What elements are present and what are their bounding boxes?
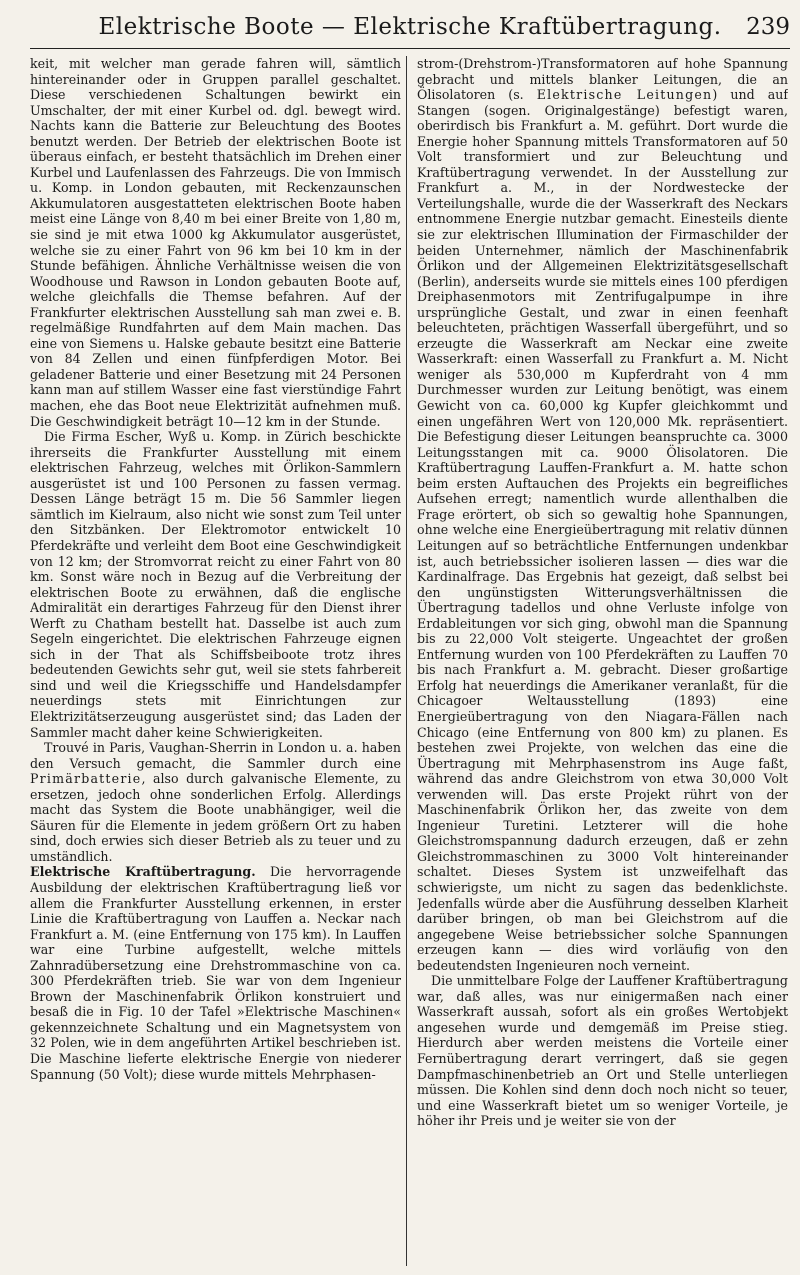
paragraph: Die unmittelbare Folge der Lauffener Kraftübertragung war, daß alles, was nur einigermaßen nach einer Wasserkraft aussah, sofort als ein großes Wertobjekt angesehen wurde und demgemäß im Preise stieg. Hierdurch aber werden meistens die Vorteile einer Fernübertragung derart verringert, daß sie gegen Dampfmaschinenbetrieb an Ort und Stelle unterliegen müssen. Die Kohlen sind denn doch noch nicht so teuer, und eine Wasserkraft bietet um so weniger Vorteile, je höher ihr Preis und je weiter sie von der bbox=[417, 973, 788, 1129]
paragraph: Die Firma Escher, Wyß u. Komp. in Zürich beschickte ihrerseits die Frankfurter Ausstellung mit einem elektrischen Fahrzeug, welches mit Örlikon-Sammlern ausgerüstet ist und 100 Personen zu fassen vermag. Dessen Länge beträgt 15 m. Die 56 Sammler liegen sämtlich im Kielraum, also nicht wie sonst zum Teil unter den Sitzbänken. Der Elektromotor entwickelt 10 Pferdekräfte und verleiht dem Boot eine Geschwindigkeit von 12 km; der Stromvorrat reicht zu einer Fahrt von 80 km. Sonst wäre noch in Bezug auf die Verbreitung der elektrischen Boote zu erwähnen, daß die englische Admiralität ein derartiges Fahrzeug für den Dienst ihrer Werft zu Chatham bestellt hat. Dasselbe ist auch zum Segeln eingerichtet. Die elektrischen Fahrzeuge eignen sich in der That als Schiffsbeiboote trotz ihres bedeutenden Gewichts sehr gut, weil sie stets fahrbereit sind und weil die Kriegsschiffe und Handelsdampfer neuerdings stets mit Einrichtungen zur Elektrizitätserzeugung ausgerüstet sind; das Laden der Sammler macht daher keine Schwierigkeiten. bbox=[30, 429, 401, 740]
paragraph-text: Die hervorragende Ausbildung der elektrischen Kraftübertragung ließ vor allem die Frankfurter Ausstellung erkennen, in erster Linie die Kraftübertragung von Lauffen a. Neckar nach Frankfurt a. M. (eine Entfernung von 175 km). In Lauffen war eine Turbine aufgestellt, welche mittels Zahnradübersetzung eine Drehstrommaschine von ca. 300 Pferdekräften trieb. Sie war von dem Ingenieur Brown der Maschinenfabrik Örlikon konstruiert und besaß die in Fig. 10 der Tafel »Elektrische Maschinen« gekennzeichnete Schaltung und ein Magnetsystem von 32 Polen, wie in dem angeführten Artikel beschrieben ist. Die Maschine lieferte elektrische Energie von niederer Spannung (50 Volt); diese wurde mittels Mehrphasen- bbox=[30, 864, 401, 1082]
left-column bbox=[30, 56, 401, 1266]
right-column bbox=[417, 56, 788, 1266]
paragraph-text: Trouvé in Paris, Vaughan-Sherrin in London u. a. haben den Versuch gemacht, die Sammler durch eine bbox=[30, 740, 401, 771]
running-title: Elektrische Boote — Elektrische Kraftübertragung. bbox=[98, 14, 722, 40]
section-heading: Elektrische Kraftübertragung. bbox=[30, 864, 256, 880]
paragraph-text: ) und auf Stangen (sogen. Originalgestänge) befestigt waren, oberirdisch bis Frankfurt a. M. geführt. Dort wurde die Energie hoher Spannung mittels Transformatoren auf 50 Volt transformiert und zur Beleuchtung und Kraftübertragung verwendet. In der Ausstellung zur Frankfurt a. M., in der Nordwestecke der Verteilungshalle, wurde die der Wasserkraft des Neckars entnommene Energie nutzbar gemacht. Einesteils diente sie zur elektrischen Illumination der Firmaschilder der beiden Unternehmer, nämlich der Maschinenfabrik Örlikon und der Allgemeinen Elektrizitätsgesellschaft (Berlin), anderseits wurde sie mittels eines 100 pferdigen Dreiphasenmotors mit Zentrifugalpumpe in ihre ursprüngliche Gestalt, und zwar in einen feenhaft beleuchteten, prächtigen Wasserfall übergeführt, und so erzeugte die Wasserkraft am Neckar eine zweite Wasserkraft: einen Wasserfall zu Frankfurt a. M. Nicht weniger als 530,000 m Kupferdraht von 4 mm Durchmesser wurden zur Leitung benötigt, was einem Gewicht von ca. 60,000 kg Kupfer gleichkommt und einen ungefähren Wert von 120,000 Mk. repräsentiert. Die Befestigung dieser Leitungen beanspruchte ca. 3000 Leitungsstangen mit ca. 9000 Ölisolatoren. Die Kraftübertragung Lauffen-Frankfurt a. M. hatte schon beim ersten Auftauchen des Projekts ein begreifliches Aufsehen erregt; namentlich wurde allenthalben die Frage erörtert, ob sich so gewaltig hohe Spannungen, ohne welche eine Energieübertragung mit relativ dünnen Leitungen auf so beträchtliche Entfernungen undenkbar ist, auch betriebssicher isolieren lassen — dies war die Kardinalfrage. Das Ergebnis hat gezeigt, daß selbst bei den ungünstigsten Witterungsverhältnissen die Übertragung tadellos und ohne Verluste infolge von Erdableitungen vor sich ging, obwohl man die Spannung bis zu 22,000 Volt steigerte. Ungeachtet der großen Entfernung wurden von 100 Pferdekräften zu Lauffen 70 bis nach Frankfurt a. M. gebracht. Dieser großartige Erfolg hat neuerdings die Amerikaner veranlaßt, für die Chicagoer Weltausstellung (1893) eine Energieübertragung von den Niagara-Fällen nach Chicago (eine Entfernung von 800 km) zu planen. Es bestehen zwei Projekte, von welchen das eine die Übertragung mit Mehrphasenstrom ins Auge faßt, während das andre Gleichstrom von etwa 30,000 Volt verwenden will. Das erste Projekt rührt von der Maschinenfabrik Örlikon her, das zweite von dem Ingenieur Turetini. Letzterer will die hohe Gleichstromspannung dadurch erzeugen, daß er zehn Gleichstrommaschinen zu 3000 Volt hintereinander schaltet. Dieses System ist unzweifelhaft das schwierigste, um nicht zu sagen das bedenklichste. Jedenfalls würde aber die Ausführung desselben Klarheit darüber bringen, ob man bei Gleichstrom auf die angegebene Weise betriebssicher solche Spannungen erzeugen kann — dies wird vorläufig von den bedeutendsten Ingenieuren noch verneint. bbox=[417, 87, 788, 973]
paragraph-text: strom-(Drehstrom-)Transformatoren auf hohe Spannung gebracht und mittels blanker Leitungen, die an Ölisolatoren (s. bbox=[417, 56, 788, 103]
paragraph bbox=[417, 56, 788, 973]
paragraph bbox=[30, 864, 401, 1082]
paragraph-text: , also durch galvanische Elemente, zu ersetzen, jedoch ohne sonderlichen Erfolg. Allerdings macht das System die Boote unabhängiger, weil die Säuren für die Elemente in jedem größern Ort zu haben sind, doch erwies sich dieser Betrieb als zu teuer und zu umständlich. bbox=[30, 771, 401, 864]
running-header bbox=[30, 8, 790, 49]
paragraph: keit, mit welcher man gerade fahren will, sämtlich hintereinander oder in Gruppen parallel geschaltet. Diese verschiedenen Schaltungen bewirkt ein Umschalter, der mit einer Kurbel od. dgl. bewegt wird. Nachts kann die Batterie zur Beleuchtung des Bootes benutzt werden. Der Betrieb der elektrischen Boote ist überaus einfach, er besteht thatsächlich im Drehen einer Kurbel und Laufenlassen des Fahrzeugs. Die von Immisch u. Komp. in London gebauten, mit Reckenzaunschen Akkumulatoren ausgestatteten elektrischen Boote haben meist eine Länge von 8,40 m bei einer Breite von 1,80 m, sie sind je mit etwa 1000 kg Akkumulator ausgerüstet, welche sie zu einer Fahrt von 96 km bei 10 km in der Stunde befähigen. Ähnliche Verhältnisse weisen die von Woodhouse und Rawson in London gebauten Boote auf, welche gleichfalls die Themse befahren. Auf der Frankfurter elektrischen Ausstellung sah man zwei e. B. regelmäßige Rundfahrten auf dem Main machen. Das eine von Siemens u. Halske gebaute besitzt eine Batterie von 84 Zellen und einen fünfpferdigen Motor. Bei geladener Batterie und einer Besetzung mit 24 Personen kann man auf stillem Wasser eine fast vierstündige Fahrt machen, ehe das Boot neue Elektrizität aufnehmen muß. Die Geschwindigkeit beträgt 10—12 km in der Stunde. bbox=[30, 56, 401, 429]
spaced-term: Primärbatterie bbox=[30, 771, 142, 787]
paragraph bbox=[30, 740, 401, 864]
page-number: 239 bbox=[746, 14, 790, 40]
column-divider bbox=[406, 56, 407, 1266]
cross-reference: Elektrische Leitungen bbox=[536, 87, 713, 103]
